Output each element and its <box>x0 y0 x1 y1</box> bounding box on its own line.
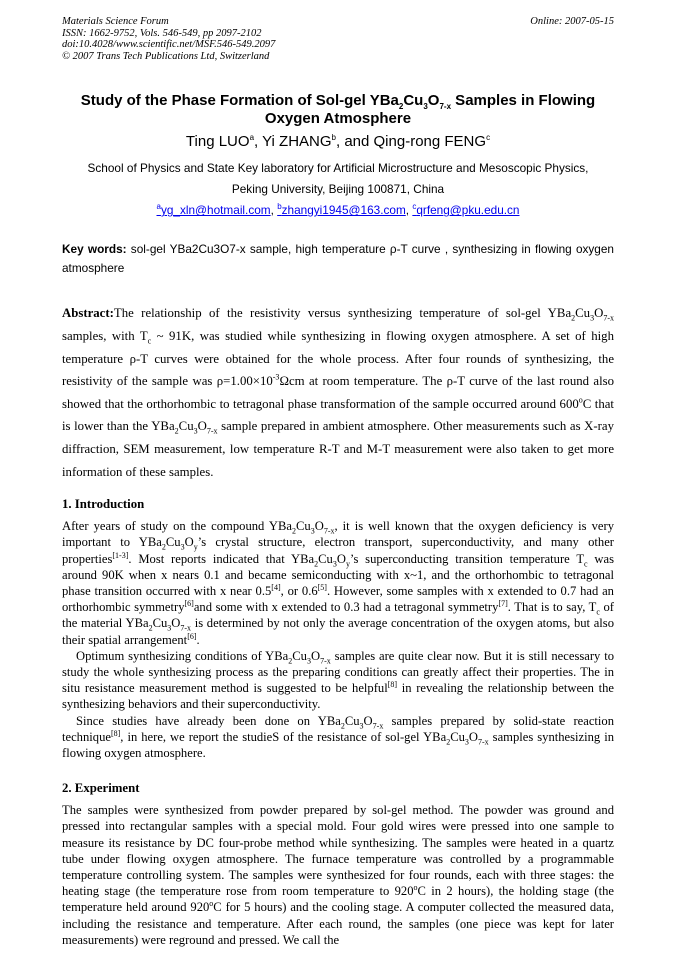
email-link-b[interactable]: $^b$zhangyi1945@163.com <box>277 202 406 218</box>
journal-header <box>62 16 614 62</box>
keywords-label: Key words: <box>62 242 127 257</box>
intro-paragraph-1: After years of study on the compound $YBa_2Cu_3O_{7-x}$, it is well known that the oxygen deficiency is very important to $YBa_2Cu_3O_y’s$ crystal structure, electron transport, superconductivity, and many other properties[1-3]. Most reports indicated that $YBa_2Cu_3O_y’s$ superconducting transition temperature $T_c$ was around 90K when x nears 0.1 and became semiconducting with x~1, and the orthorhombic to tetragonal phase transition occurred with x near 0.5[4], or 0.6[5]. However, some samples with x extended to 0.7 had an orthorhombic symmetry[6]and some with x extended to 0.3 had a tetragonal symmetry[7]. That is to say, $T_c$ of the material $YBa_2Cu_3O_{7-x}$ is determined by not only the average concentration of the oxygen atoms, but also their spatial arrangement[6]. <box>62 519 615 647</box>
affiliation-line-1: School of Physics and State Key laboratory for Artificial Microstructure and Mesoscopic Physics, <box>87 161 589 176</box>
author-list: Ting LUO$^a$, Yi ZHANG$^b$, and Qing-rong FENG$^c$ <box>185 133 491 151</box>
journal-doi: doi:10.4028/www.scientific.net/MSF.546-549.2097 <box>62 39 276 51</box>
online-date: Online: 2007-05-15 <box>530 16 614 27</box>
section-heading-introduction: 1. Introduction <box>62 497 145 512</box>
paper-page <box>62 16 614 948</box>
intro-paragraph-2: Optimum synthesizing conditions of $YBa_2Cu_3O_{7-x}$ samples are quite clear now. But it is still necessary to study the whole synthesizing process as the preparing conditions can greatly affect their properties. The in situ resistance measurement method is suggested to be helpful[8] in revealing the relationship between the synthesizing behaviors and their superconductivity. <box>62 648 614 712</box>
email-link-a[interactable]: $^a$yg_xln@hotmail.com <box>156 202 271 218</box>
journal-issn: ISSN: 1662-9752, Vols. 546-549, pp 2097-2102 <box>62 27 262 39</box>
author-emails: $^a$yg_xln@hotmail.com, $^b$zhangyi1945@163.com, $^c$qrfeng@pku.edu.cn <box>156 202 520 218</box>
paper-title: Study of the Phase Formation of Sol-gel $YBa_2Cu_3O_{7-x}$ Samples in Flowing Oxygen Atmosphere <box>80 92 596 128</box>
experiment-paragraph-1: The samples were synthesized from powder prepared by sol-gel method. The powder was ground and pressed into rectangular samples with a special mold. Four gold wires were pressed into one sample to measure its resistance by DC four-probe method while synthesizing. The samples were heated in a quartz tube under flowing oxygen atmosphere. The furnace temperature was controlled by a programmable temperature controlling system. The samples were synthesized for four rounds, each with three stages: the heating stage (the temperature rose from room temperature to 920$^o$C in 2 hours), the holding stage (the temperature held around 920$^o$C for 5 hours) and the cooling stage. A computer collected the measured data, including the resistance and temperature. After each round, the samples (one piece was kept for later measurements) were reground and pressed. We call the <box>62 803 615 947</box>
keywords-text: sol-gel YBa2Cu3O7-x sample, high temperature ρ-T curve , synthesizing in flowing oxygen atmosphere <box>62 242 614 276</box>
abstract: Abstract:The relationship of the resistivity versus synthesizing temperature of sol-gel $YBa_2Cu_3O_{7-x}$ samples, with $T_c$ ~ 91K, was studied while synthesizing in flowing oxygen atmosphere. A set of high temperature ρ-T curves were obtained for the whole process. After four rounds of synthesizing, the resistivity of the sample was $\rho=1.00\times 10^{-3}\Omega cm$ at room temperature. The ρ-T curve of the last round also showed that the orthorhombic to tetragonal phase transformation of the sample occurred around 600$^o$C that is lower than the $YBa_2Cu_3O_{7-x}$ sample prepared in ambient atmosphere. Other measurements such as X-ray diffraction, SEM measurement, low temperature R-T and M-T measurement were also taken to get more information of these samples. <box>62 306 614 479</box>
abstract-label: Abstract: <box>62 306 114 321</box>
journal-copyright: © 2007 Trans Tech Publications Ltd, Switzerland <box>62 50 270 62</box>
email-link-c[interactable]: $^c$qrfeng@pku.edu.cn <box>412 202 520 218</box>
section-heading-experiment: 2. Experiment <box>62 781 140 796</box>
affiliation <box>62 158 614 200</box>
affiliation-line-2: Peking University, Beijing 100871, China <box>231 182 445 197</box>
intro-paragraph-3: Since studies have already been done on $YBa_2Cu_3O_{7-x}$ samples prepared by solid-state reaction technique[8], in here, we report the studieS of the resistance of sol-gel $YBa_2Cu_3O_{7-x}$ samples synthesizing in flowing oxygen atmosphere. <box>62 713 614 760</box>
keywords <box>62 240 614 278</box>
journal-name: Materials Science Forum <box>62 16 169 27</box>
